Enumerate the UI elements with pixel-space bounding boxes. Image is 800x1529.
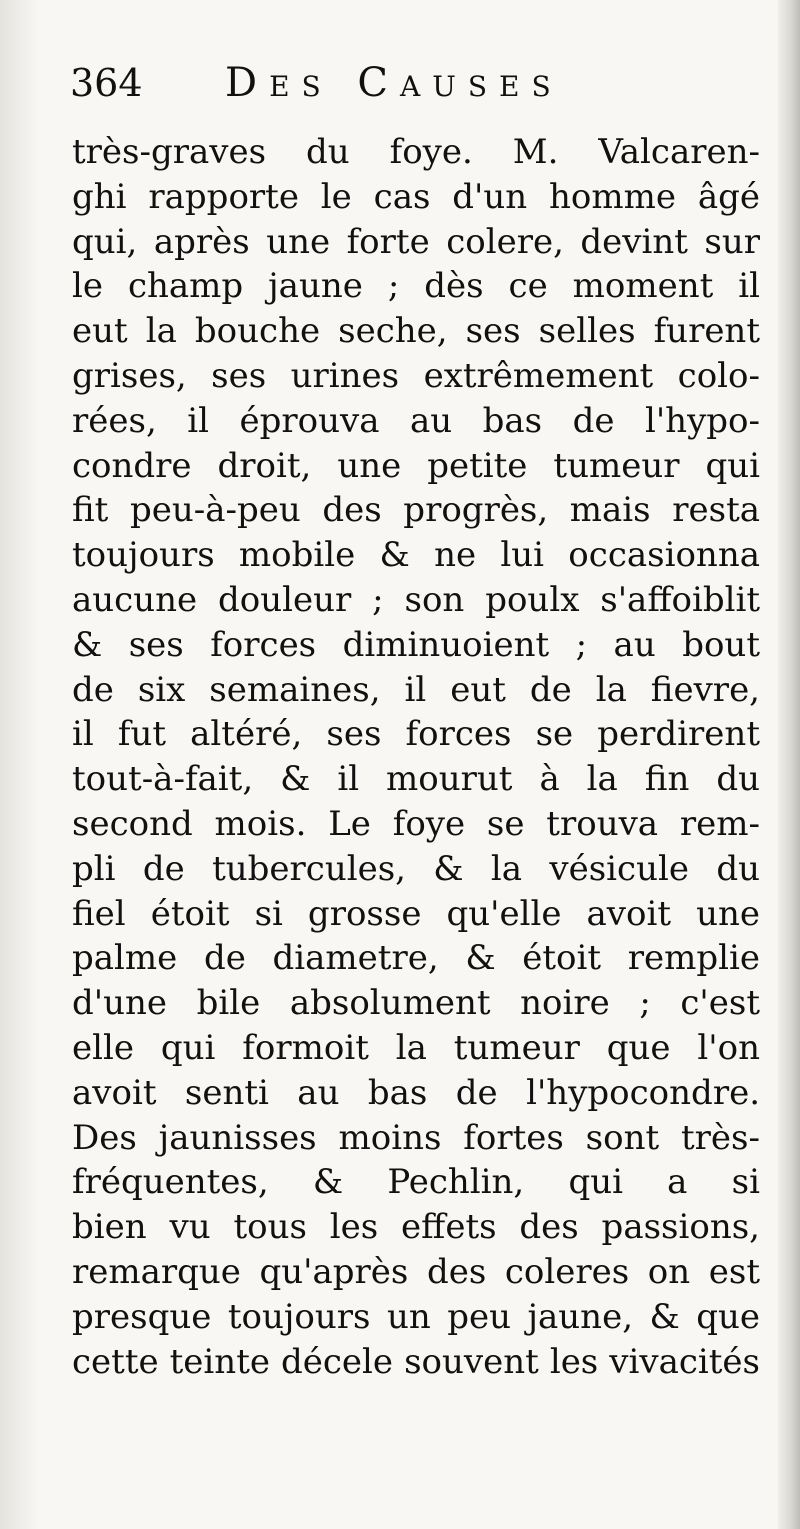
text-line: condre droit, une petite tumeur qui [72,445,760,486]
page-number: 364 [70,61,143,105]
text-line: fiel étoit si grosse qu'elle avoit une [72,893,760,934]
body-text [72,130,760,1384]
text-line: qui, après une forte colere, devint sur [72,221,760,262]
text-line: de six semaines, il eut de la fievre, [72,669,760,710]
text-line: second mois. Le foye se trouva rem- [72,803,760,844]
text-line: bien vu tous les effets des passions, [72,1207,760,1248]
text-line: fréquentes, & Pechlin, qui a si [72,1162,760,1203]
text-line: elle qui formoit la tumeur que l'on [72,1027,760,1068]
text-line: Des jaunisses moins fortes sont très- [72,1117,760,1158]
text-line: toujours mobile & ne lui occasionna [72,535,760,576]
text-line: aucune douleur ; son poulx s'affoiblit [72,579,760,620]
page-left-edge [0,0,40,1529]
page-right-edge [778,0,800,1529]
text-line: presque toujours un peu jaune, & que [72,1296,760,1337]
text-line: ghi rapporte le cas d'un homme âgé [72,176,760,217]
text-line: tout-à-fait, & il mourut à la fin du [72,759,760,800]
text-line: fit peu-à-peu des progrès, mais resta [72,490,760,531]
text-line: cette teinte décele souvent les vivacités [72,1341,760,1382]
text-line: le champ jaune ; dès ce moment il [72,266,760,307]
text-line: eut la bouche seche, ses selles furent [72,311,760,352]
page-header [70,58,750,108]
text-line: & ses forces diminuoient ; au bout [72,624,760,665]
text-line: très-graves du foye. M. Valcaren- [72,132,760,172]
text-line: grises, ses urines extrêmement colo- [72,355,760,396]
text-line: rées, il éprouva au bas de l'hypo- [72,400,760,441]
running-head: Des Causes [225,60,563,106]
text-line: il fut altéré, ses forces se perdirent [72,714,760,755]
text-line: palme de diametre, & étoit remplie [72,938,760,979]
text-line: pli de tubercules, & la vésicule du [72,848,760,889]
text-line: d'une bile absolument noire ; c'est [72,983,760,1024]
text-line: remarque qu'après des coleres on est [72,1251,760,1292]
text-line: avoit senti au bas de l'hypocondre. [72,1072,760,1113]
